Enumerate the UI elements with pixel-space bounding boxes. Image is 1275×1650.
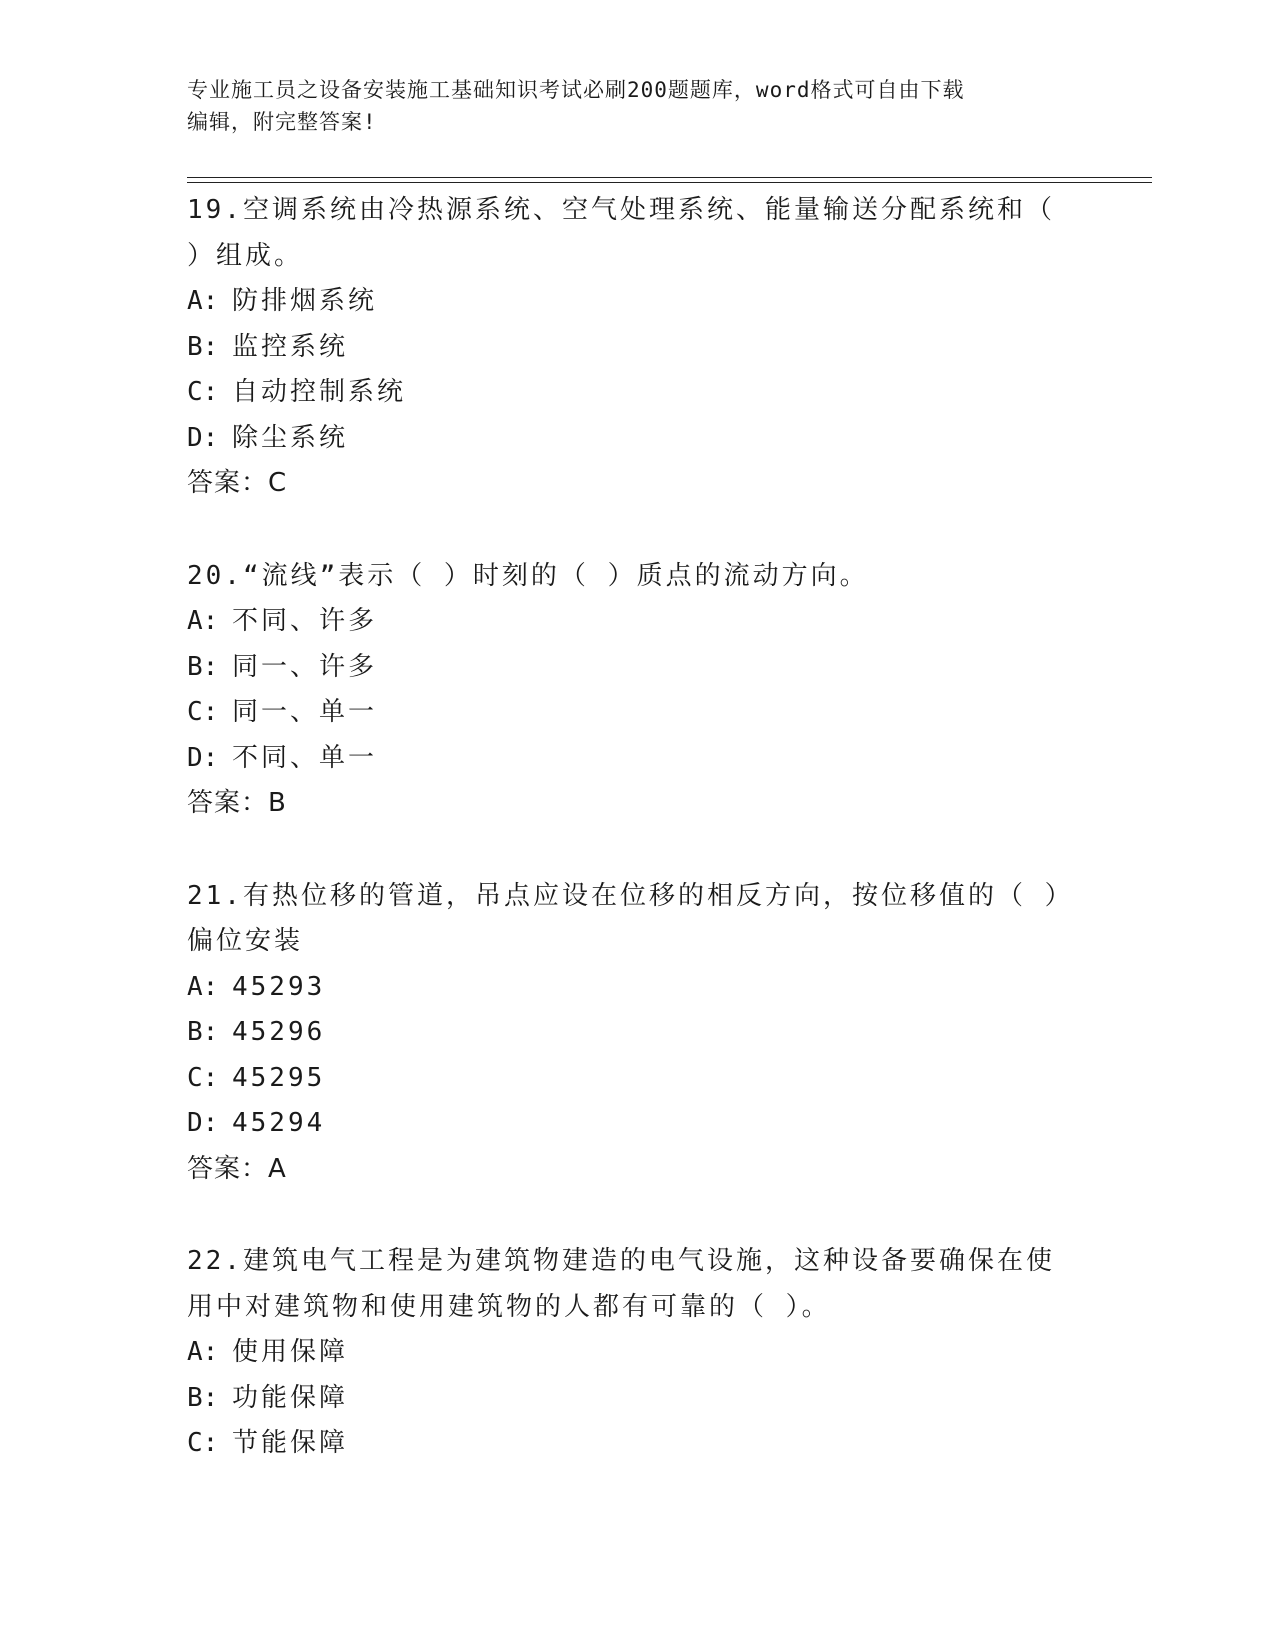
header-divider-top (187, 177, 1152, 178)
option-c (187, 1421, 1067, 1467)
option-text: 使用保障 (232, 1337, 349, 1367)
option-b (187, 1376, 1067, 1422)
header-divider-bottom (187, 182, 1152, 183)
question-stem: 20.“流线”表示（ ）时刻的（ ）质点的流动方向。 (187, 560, 869, 591)
option-a (187, 965, 1067, 1011)
option-text: 不同、单一 (232, 742, 378, 773)
option-letter: B: (187, 1382, 219, 1413)
option-text: 45294 (232, 1108, 326, 1138)
option-text: 同一、许多 (232, 651, 378, 682)
answer-line: 答案：B (187, 788, 287, 818)
option-a (187, 1330, 1067, 1376)
header-title-line-2: 编辑，附完整答案! (187, 110, 377, 134)
option-letter: D: (187, 422, 219, 453)
option-letter: B: (187, 331, 219, 362)
option-letter: B: (187, 1017, 219, 1047)
option-letter: D: (187, 1108, 219, 1138)
option-text: 同一、单一 (232, 697, 378, 727)
option-letter: A: (187, 606, 219, 636)
option-b (187, 325, 1067, 371)
question-stem: 22.建筑电气工程是为建筑物建造的电气设施，这种设备要确保在使用中对建筑物和使用建筑物的人都有可靠的（ ）。 (187, 1246, 1055, 1322)
option-a (187, 279, 1067, 325)
question-19 (187, 188, 1067, 507)
option-text: 节能保障 (232, 1428, 349, 1458)
option-text: 监控系统 (232, 331, 349, 362)
option-text: 功能保障 (232, 1382, 349, 1413)
question-stem: 19.空调系统由冷热源系统、空气处理系统、能量输送分配系统和（ ）组成。 (187, 195, 1055, 271)
option-text: 45296 (232, 1017, 326, 1047)
option-b (187, 645, 1067, 691)
answer-line: 答案：A (187, 1153, 287, 1184)
option-d (187, 416, 1067, 462)
question-21 (187, 874, 1067, 1193)
option-letter: C: (187, 1428, 219, 1458)
option-letter: A: (187, 971, 219, 1002)
option-letter: D: (187, 742, 219, 773)
option-text: 自动控制系统 (232, 377, 407, 407)
option-text: 45293 (232, 971, 326, 1002)
option-a (187, 599, 1067, 645)
option-c (187, 1056, 1067, 1102)
question-list (187, 188, 1067, 1514)
option-text: 除尘系统 (232, 422, 349, 453)
option-d (187, 1101, 1067, 1147)
option-text: 45295 (232, 1062, 326, 1093)
question-20 (187, 554, 1067, 827)
option-text: 防排烟系统 (232, 286, 378, 316)
option-d (187, 736, 1067, 782)
option-b (187, 1010, 1067, 1056)
document-header (187, 74, 1067, 138)
option-letter: A: (187, 1337, 219, 1367)
option-text: 不同、许多 (232, 606, 378, 636)
header-title-line-1: 专业施工员之设备安装施工基础知识考试必刷200题题库，word格式可自由下载 (187, 78, 965, 102)
option-c (187, 370, 1067, 416)
option-c (187, 690, 1067, 736)
option-letter: B: (187, 651, 219, 682)
option-letter: A: (187, 286, 219, 316)
question-stem: 21.有热位移的管道，吊点应设在位移的相反方向，按位移值的（ ）偏位安装 (187, 880, 1061, 956)
answer-line: 答案：C (187, 468, 288, 498)
option-letter: C: (187, 697, 219, 727)
question-22 (187, 1239, 1067, 1467)
option-letter: C: (187, 1062, 219, 1093)
option-letter: C: (187, 377, 219, 407)
